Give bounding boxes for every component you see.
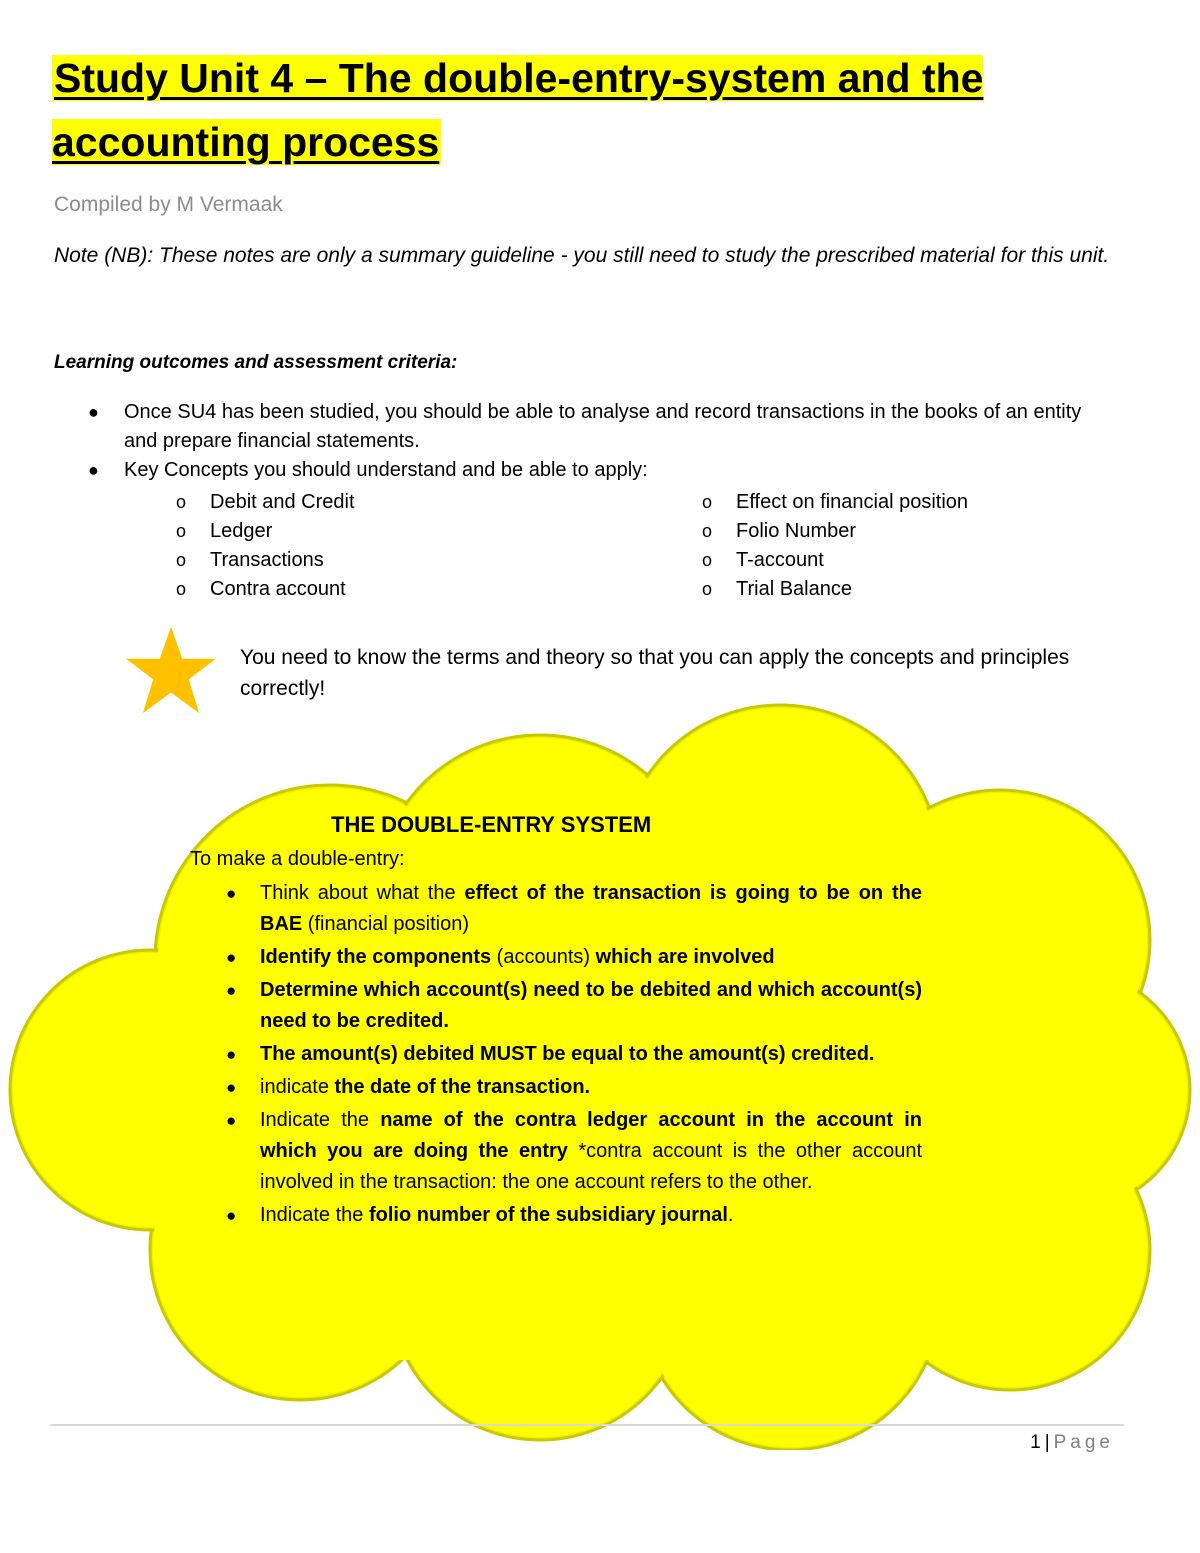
list-item	[176, 546, 355, 575]
concept-text: Debit and Credit	[210, 491, 355, 513]
outcomes-list	[82, 398, 1102, 485]
concept-text: T-account	[736, 549, 824, 571]
list-item	[222, 1072, 922, 1103]
list-item	[222, 1200, 922, 1231]
outcome-text: Once SU4 has been studied, you should be able to analyse and record transactions in the books of an entity and prepare financial statements.	[124, 401, 1082, 452]
bullet-icon: ●	[226, 1078, 237, 1097]
circle-bullet-icon: o	[702, 521, 713, 541]
step-text: indicate	[260, 1076, 335, 1098]
list-item	[702, 546, 968, 575]
bullet-icon: ●	[226, 981, 237, 1000]
page-footer	[1030, 1432, 1114, 1454]
bullet-icon: ●	[226, 1206, 237, 1225]
bullet-icon: ●	[226, 948, 237, 967]
bullet-icon: ●	[88, 402, 99, 422]
section-title: THE DOUBLE-ENTRY SYSTEM	[331, 812, 652, 837]
list-item	[176, 488, 355, 517]
concept-text: Ledger	[210, 520, 273, 542]
concepts-list-left	[176, 488, 355, 604]
list-item	[222, 942, 922, 973]
circle-bullet-icon: o	[702, 492, 713, 512]
circle-bullet-icon: o	[176, 550, 187, 570]
concept-text: Effect on financial position	[736, 491, 969, 513]
step-text: Indicate the	[260, 1204, 369, 1226]
learning-outcomes-heading: Learning outcomes and assessment criteria:	[54, 352, 458, 373]
step-text: (accounts)	[491, 946, 596, 968]
outcome-text: Key Concepts you should understand and be able to apply:	[124, 459, 648, 481]
step-text-bold: folio number of the subsidiary journal	[368, 1204, 728, 1226]
step-text: .	[727, 1204, 734, 1226]
list-item	[222, 1105, 922, 1198]
circle-bullet-icon: o	[702, 579, 713, 599]
step-text: Think about what the	[260, 882, 465, 904]
step-text-bold: effect of the transaction is going to be on the BAE	[260, 882, 922, 935]
step-text-bold: the date of the transaction.	[334, 1076, 591, 1098]
page-title-text: Study Unit 4 – The double-entry-system and the accounting process	[52, 55, 984, 165]
callout-text: You need to know the terms and theory so that you can apply the concepts and principles correctly!	[240, 646, 1070, 700]
author-line: Compiled by M Vermaak	[54, 193, 283, 216]
step-text-bold: Determine which account(s) need to be debited and which account(s) need to be credited.	[260, 979, 922, 1032]
circle-bullet-icon: o	[702, 550, 713, 570]
list-item	[222, 878, 922, 940]
step-text-bold: The amount(s) debited MUST be equal to the amount(s) credited.	[260, 1043, 875, 1065]
double-entry-steps	[222, 878, 922, 1233]
list-item	[222, 975, 922, 1037]
concept-text: Trial Balance	[736, 578, 852, 600]
study-note: Note (NB): These notes are only a summary guideline - you still need to study the prescribed material for this unit.	[54, 244, 1110, 267]
page-title	[52, 46, 1052, 174]
bullet-icon: ●	[226, 1111, 237, 1130]
step-text-bold: Identify the components	[260, 946, 492, 968]
bullet-icon: ●	[226, 1045, 237, 1064]
section-intro: To make a double-entry:	[190, 848, 405, 870]
step-text: (financial position)	[302, 913, 469, 935]
concept-text: Transactions	[210, 549, 324, 571]
list-item	[82, 456, 1102, 485]
bullet-icon: ●	[226, 884, 237, 903]
circle-bullet-icon: o	[176, 521, 187, 541]
list-item	[702, 575, 968, 604]
concept-text: Contra account	[210, 578, 346, 600]
footer-divider	[50, 1424, 1124, 1426]
step-text-bold: which are involved	[595, 946, 775, 968]
step-text: *contra account is the other account involved in the transaction: the one account refers to the other.	[260, 1140, 923, 1193]
step-text: Indicate the	[260, 1109, 381, 1131]
list-item	[176, 517, 355, 546]
concepts-list-right	[702, 488, 968, 604]
page-label: Page	[1053, 1432, 1114, 1453]
circle-bullet-icon: o	[176, 579, 187, 599]
bullet-icon: ●	[88, 460, 99, 480]
list-item	[82, 398, 1102, 456]
list-item	[702, 488, 968, 517]
concept-text: Folio Number	[736, 520, 857, 542]
list-item	[702, 517, 968, 546]
step-text-bold: name of the contra ledger account in the account in which you are doing the entry	[260, 1109, 922, 1162]
footer-separator: |	[1044, 1432, 1050, 1453]
list-item	[222, 1039, 922, 1070]
list-item	[176, 575, 355, 604]
page-number: 1	[1030, 1432, 1041, 1453]
circle-bullet-icon: o	[176, 492, 187, 512]
